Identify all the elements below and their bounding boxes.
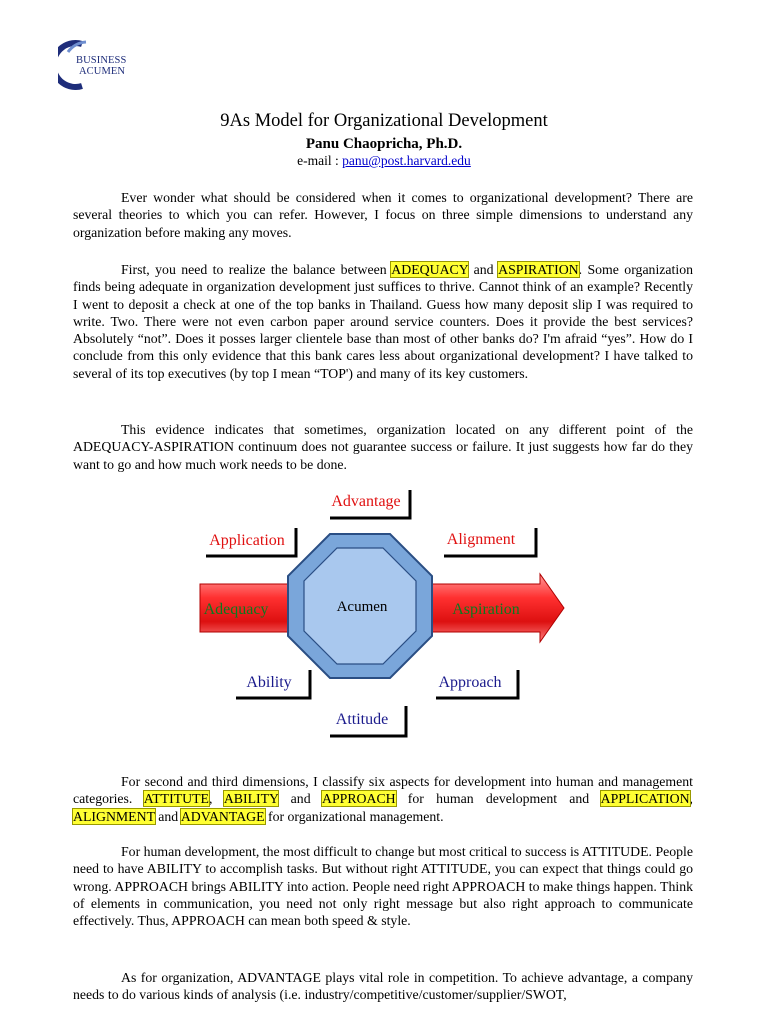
nine-as-diagram bbox=[190, 484, 580, 746]
paragraph-adequacy-aspiration: First, you need to realize the balance between ADEQUACY and ASPIRATION. Some organization finds being adequate in organization development just suffices to thrive. Cannot think of an example? Recently I went to deposit a check at one of the top banks in Thailand. Guess how many deposit slip I was required to write. Two. There were not even carbon paper around service counters. Does it provide the best services? Absolutely “not”. Does it posses larger clientele base than most of other banks do? I'm afraid “yes”. How do I conclude from this only evidence that this bank cares less about organizational development? I have talked to several of its top executives (by top I mean “TOP') and many of its key customers. bbox=[73, 262, 694, 381]
highlight-application: APPLICATION bbox=[600, 791, 690, 807]
logo-line-2: ACUMEN bbox=[79, 66, 126, 77]
application-label: Application bbox=[209, 532, 285, 549]
author-email bbox=[0, 153, 768, 169]
advantage-box bbox=[330, 490, 410, 518]
application-box bbox=[206, 528, 296, 556]
attitude-label: Attitude bbox=[335, 711, 389, 728]
attitude-box bbox=[330, 706, 406, 736]
alignment-label: Alignment bbox=[446, 531, 516, 548]
ability-label: Ability bbox=[246, 674, 292, 691]
adequacy-label: Adequacy bbox=[203, 601, 269, 618]
logo-text bbox=[76, 55, 126, 77]
highlight-adequacy: ADEQUACY bbox=[391, 262, 469, 277]
paragraph-organization: As for organization, ADVANTAGE plays vital role in competition. To achieve advantage, a company needs to do various kinds of analysis (i.e. industry/competitive/customer/supplier/SWOT, bbox=[73, 970, 693, 1003]
highlight-advantage: ADVANTAGE bbox=[180, 808, 265, 824]
highlight-ability: ABILITY bbox=[223, 791, 279, 807]
author-name: Panu Chaopricha, Ph.D. bbox=[305, 136, 463, 152]
highlight-aspiration: ASPIRATION bbox=[498, 262, 579, 277]
paragraph-six-aspects: For second and third dimensions, I classify six aspects for development into human and management categories. ATTITUTE, ABILITY and APPROACH for human development and APPLICATION, ALIGNMENT and ADVANTAGE for organizational management. bbox=[73, 774, 693, 824]
email-link[interactable]: panu@post.harvard.edu bbox=[342, 153, 471, 168]
approach-box bbox=[436, 670, 518, 698]
document-title: 9As Model for Organizational Development bbox=[220, 111, 548, 131]
approach-label: Approach bbox=[438, 674, 502, 691]
paragraph-human-development: For human development, the most difficult to change but most critical to success is ATTITUDE. People need to have ABILITY to accomplish tasks. But without right ATTITUDE, you can expect that things could go wrong. APPROACH brings ABILITY into action. People need right APPROACH to make things happen. Think of elements in communication, you need not only right message but also right approach to communicate effectively. Thus, APPROACH can mean both speed & style. bbox=[73, 844, 693, 929]
acumen-label: Acumen bbox=[336, 599, 388, 615]
highlight-alignment: ALIGNMENT bbox=[73, 808, 155, 824]
paragraph-intro: Ever wonder what should be considered when it comes to organizational development? There are several theories to which you can refer. However, I focus on three simple dimensions to understand any organization before making any moves. bbox=[73, 190, 693, 240]
highlight-attitute: ATTITUTE bbox=[143, 791, 209, 807]
logo-line-1: BUSINESS bbox=[76, 55, 127, 66]
advantage-label: Advantage bbox=[331, 493, 401, 510]
ability-box bbox=[236, 670, 310, 698]
alignment-box bbox=[444, 528, 536, 556]
paragraph-continuum: This evidence indicates that sometimes, organization located on any different point of the ADEQUACY-ASPIRATION continuum does not guarantee success or failure. It just suggests how far do they want to go and how much work needs to be done. bbox=[73, 422, 693, 472]
highlight-approach: APPROACH bbox=[322, 791, 396, 807]
aspiration-label: Aspiration bbox=[452, 601, 520, 618]
email-prefix: e-mail : bbox=[297, 153, 343, 168]
